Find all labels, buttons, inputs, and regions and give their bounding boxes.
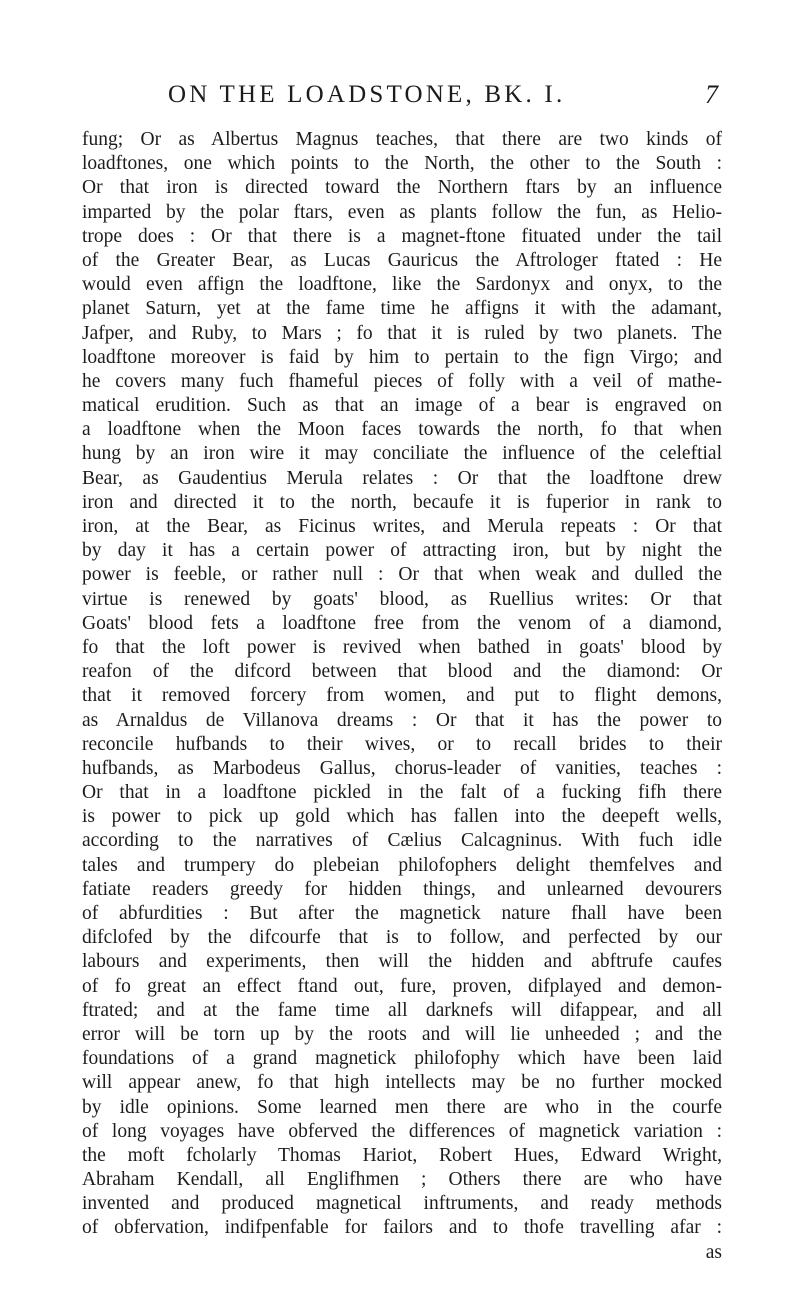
text-line: a loadftone when the Moon faces towards the north, fo that when <box>82 419 722 441</box>
text-line: by idle opinions. Some learned men there are who in the courfe <box>82 1096 722 1118</box>
text-line: fo that the loft power is revived when bathed in goats' blood by <box>82 636 722 658</box>
text-line: Or that in a loadftone pickled in the falt of a fucking fifh there <box>82 782 722 804</box>
text-line: of the Greater Bear, as Lucas Gauricus the Aftrologer ftated : He <box>82 249 722 271</box>
text-line: of obfervation, indifpenfable for failors and to thofe travelling afar : <box>82 1217 722 1239</box>
text-line: as Arnaldus de Villanova dreams : Or that it has the power to <box>82 709 722 731</box>
text-line: loadftones, one which points to the North, the other to the South : <box>82 153 722 175</box>
text-line: fatiate readers greedy for hidden things, and unlearned devourers <box>82 878 722 900</box>
catchword: as <box>705 1241 722 1263</box>
text-line: virtue is renewed by goats' blood, as Ruellius writes: Or that <box>82 588 722 610</box>
text-line: tales and trumpery do plebeian philofophers delight themfelves and <box>82 854 722 876</box>
running-head <box>168 80 718 120</box>
text-line: difclofed by the difcourfe that is to follow, and perfected by our <box>82 927 722 949</box>
text-line: that it removed forcery from women, and put to flight demons, <box>82 685 722 707</box>
text-line: would even affign the loadftone, like the Sardonyx and onyx, to the <box>82 274 722 296</box>
text-line: iron, at the Bear, as Ficinus writes, and Merula repeats : Or that <box>82 516 722 537</box>
text-line: fung; Or as Albertus Magnus teaches, that there are two kinds of <box>82 129 722 150</box>
text-line: Bear, as Gaudentius Merula relates : Or that the loadftone drew <box>82 467 722 489</box>
text-line: imparted by the polar ftars, even as plants follow the fun, as Helio- <box>82 201 722 223</box>
text-line: Abraham Kendall, all Englifhmen ; Others there are who have <box>82 1169 722 1191</box>
text-line: Goats' blood fets a loadftone free from the venom of a diamond, <box>82 612 722 634</box>
text-line: matical erudition. Such as that an image of a bear is engraved on <box>82 395 722 417</box>
text-line: he covers many fuch fhameful pieces of folly with a veil of mathe- <box>82 370 722 392</box>
text-line: of fo great an effect ftand out, fure, proven, difplayed and demon- <box>82 975 722 997</box>
text-line: error will be torn up by the roots and will lie unheeded ; and the <box>82 1023 722 1045</box>
text-line: according to the narratives of Cælius Calcagninus. With fuch idle <box>82 830 722 852</box>
text-line: iron and directed it to the north, becaufe it is fuperior in rank to <box>82 491 722 513</box>
text-line: power is feeble, or rather null : Or that when weak and dulled the <box>82 564 722 586</box>
text-line: Jafper, and Ruby, to Mars ; fo that it is ruled by two planets. The <box>82 322 722 344</box>
page-number: 7 <box>705 80 718 109</box>
text-line: hufbands, as Marbodeus Gallus, chorus-leader of vanities, teaches : <box>82 757 722 779</box>
running-title: ON THE LOADSTONE, BK. I. <box>168 81 566 108</box>
text-line: of abfurdities : But after the magnetick nature fhall have been <box>82 903 722 924</box>
text-line: is power to pick up gold which has fallen into the deepeft wells, <box>82 806 722 828</box>
text-line: invented and produced magnetical inftruments, and ready methods <box>82 1193 722 1215</box>
text-line: labours and experiments, then will the hidden and abftrufe caufes <box>82 951 722 973</box>
text-line: of long voyages have obferved the differences of magnetick variation : <box>82 1120 722 1142</box>
text-line: Or that iron is directed toward the Northern ftars by an influence <box>82 177 722 199</box>
text-line: loadftone moreover is faid by him to pertain to the fign Virgo; and <box>82 346 722 368</box>
text-line: trope does : Or that there is a magnet-ftone fituated under the tail <box>82 225 722 247</box>
body-text <box>82 128 722 1265</box>
text-line: the moft fcholarly Thomas Hariot, Robert Hues, Edward Wright, <box>82 1144 722 1166</box>
text-line: hung by an iron wire it may conciliate the influence of the celeftial <box>82 443 722 465</box>
text-line: reafon of the difcord between that blood and the diamond: Or <box>82 661 722 683</box>
text-line: planet Saturn, yet at the fame time he affigns it with the adamant, <box>82 298 722 320</box>
text-line: by day it has a certain power of attracting iron, but by night the <box>82 540 722 562</box>
text-line: will appear anew, fo that high intellects may be no further mocked <box>82 1072 722 1094</box>
text-line: ftrated; and at the fame time all darknefs will difappear, and all <box>82 999 722 1021</box>
text-line: reconcile hufbands to their wives, or to recall brides to their <box>82 733 722 755</box>
text-line: foundations of a grand magnetick philofophy which have been laid <box>82 1048 722 1070</box>
